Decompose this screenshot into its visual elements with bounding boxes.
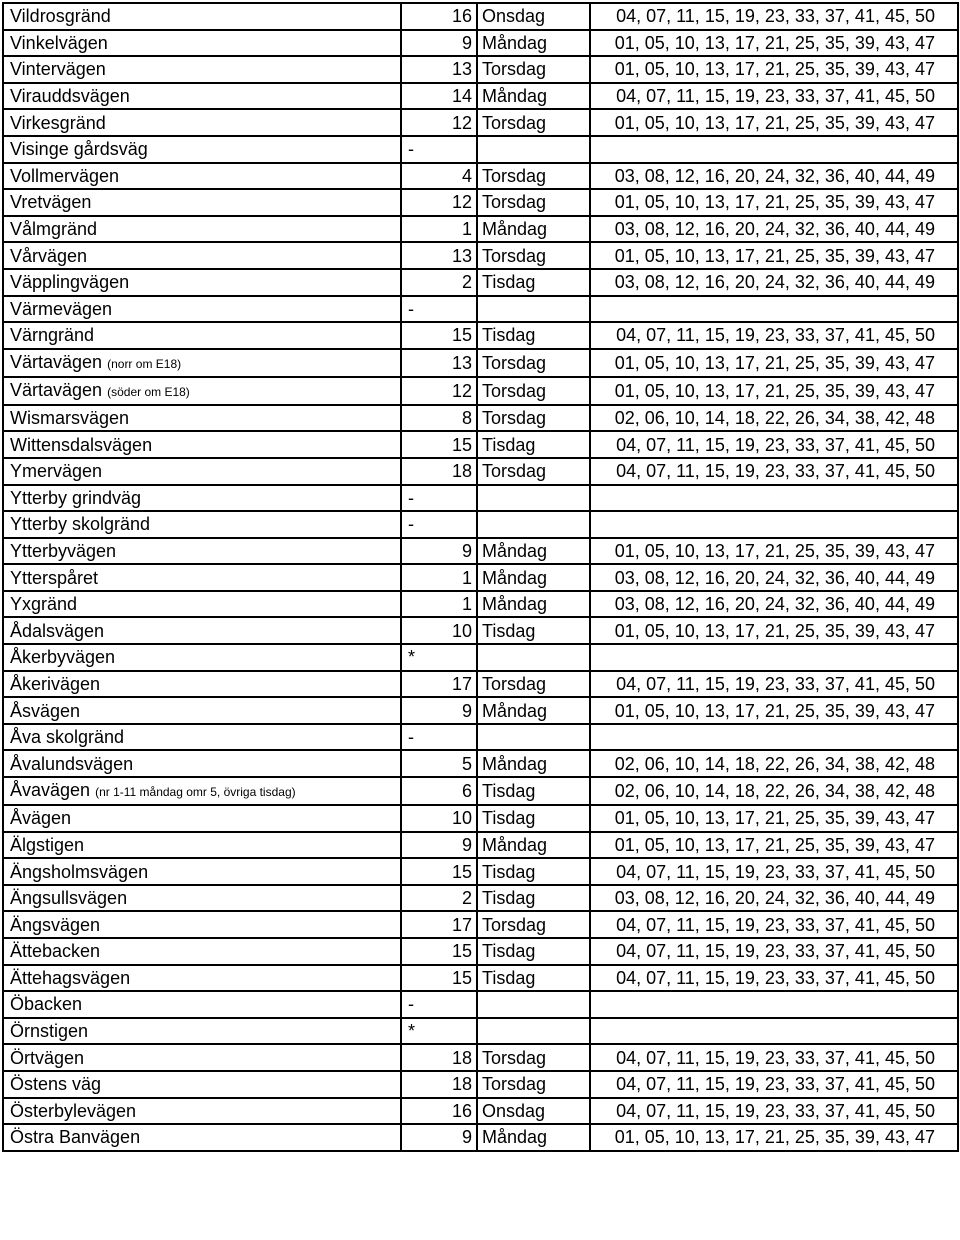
street-name: Vollmervägen xyxy=(10,165,120,186)
weekday-cell: Torsdag xyxy=(477,349,590,377)
weekday-cell xyxy=(477,485,590,512)
weeks-cell: 01, 05, 10, 13, 17, 21, 25, 35, 39, 43, 47 xyxy=(590,832,958,859)
street-cell xyxy=(3,377,401,405)
area-number-cell: 18 xyxy=(401,1044,477,1071)
area-number-cell: 15 xyxy=(401,858,477,885)
weeks-cell: 03, 08, 12, 16, 20, 24, 32, 36, 40, 44, 49 xyxy=(590,885,958,912)
weeks-cell: 01, 05, 10, 13, 17, 21, 25, 35, 39, 43, 47 xyxy=(590,805,958,832)
area-number-cell: 9 xyxy=(401,832,477,859)
street-name: Åvägen xyxy=(10,808,72,829)
area-number-cell: 4 xyxy=(401,163,477,190)
weeks-cell: 01, 05, 10, 13, 17, 21, 25, 35, 39, 43, 47 xyxy=(590,617,958,644)
weekday-cell: Måndag xyxy=(477,30,590,57)
table-row xyxy=(3,1124,958,1151)
street-name: Värngränd xyxy=(10,325,95,346)
weeks-cell xyxy=(590,485,958,512)
weeks-cell: 01, 05, 10, 13, 17, 21, 25, 35, 39, 43, 47 xyxy=(590,377,958,405)
weeks-cell: 01, 05, 10, 13, 17, 21, 25, 35, 39, 43, 47 xyxy=(590,109,958,136)
table-row xyxy=(3,216,958,243)
table-row xyxy=(3,322,958,349)
table-row xyxy=(3,805,958,832)
weeks-cell: 04, 07, 11, 15, 19, 23, 33, 37, 41, 45, 50 xyxy=(590,3,958,30)
weekday-cell xyxy=(477,724,590,751)
area-number-cell: 9 xyxy=(401,538,477,565)
table-row xyxy=(3,349,958,377)
street-cell xyxy=(3,832,401,859)
table-row xyxy=(3,189,958,216)
table-row xyxy=(3,697,958,724)
area-number-cell: 12 xyxy=(401,377,477,405)
weeks-cell: 01, 05, 10, 13, 17, 21, 25, 35, 39, 43, 47 xyxy=(590,242,958,269)
weeks-cell: 04, 07, 11, 15, 19, 23, 33, 37, 41, 45, 50 xyxy=(590,938,958,965)
weekday-cell: Tisdag xyxy=(477,431,590,458)
table-row xyxy=(3,485,958,512)
street-name: Örnstigen xyxy=(10,1021,89,1042)
weekday-cell: Tisdag xyxy=(477,885,590,912)
street-cell xyxy=(3,405,401,432)
table-row xyxy=(3,858,958,885)
street-name: Värmevägen xyxy=(10,298,113,319)
street-name: Väpplingvägen xyxy=(10,272,130,293)
weekday-cell: Torsdag xyxy=(477,56,590,83)
street-cell xyxy=(3,242,401,269)
table-row xyxy=(3,564,958,591)
weeks-cell: 01, 05, 10, 13, 17, 21, 25, 35, 39, 43, 47 xyxy=(590,189,958,216)
weekday-cell: Måndag xyxy=(477,1124,590,1151)
area-number-cell: - xyxy=(401,296,477,323)
table-row xyxy=(3,511,958,538)
table-row xyxy=(3,750,958,777)
weeks-cell: 02, 06, 10, 14, 18, 22, 26, 34, 38, 42, 48 xyxy=(590,777,958,805)
weeks-cell: 01, 05, 10, 13, 17, 21, 25, 35, 39, 43, 47 xyxy=(590,538,958,565)
area-number-cell: 15 xyxy=(401,938,477,965)
table-row xyxy=(3,724,958,751)
area-number-cell: 9 xyxy=(401,30,477,57)
street-cell xyxy=(3,30,401,57)
weekday-cell: Torsdag xyxy=(477,189,590,216)
street-cell xyxy=(3,511,401,538)
street-cell xyxy=(3,938,401,965)
street-name: Vårvägen xyxy=(10,245,88,266)
weekday-cell xyxy=(477,1018,590,1045)
area-number-cell: * xyxy=(401,644,477,671)
street-cell xyxy=(3,458,401,485)
area-number-cell: 9 xyxy=(401,697,477,724)
weeks-cell: 04, 07, 11, 15, 19, 23, 33, 37, 41, 45, 50 xyxy=(590,1071,958,1098)
weeks-cell xyxy=(590,1018,958,1045)
weeks-cell: 03, 08, 12, 16, 20, 24, 32, 36, 40, 44, 49 xyxy=(590,163,958,190)
weeks-cell: 04, 07, 11, 15, 19, 23, 33, 37, 41, 45, 50 xyxy=(590,83,958,110)
street-cell xyxy=(3,1098,401,1125)
weekday-cell: Tisdag xyxy=(477,805,590,832)
street-name: Visinge gårdsväg xyxy=(10,139,148,160)
street-name: Österbylevägen xyxy=(10,1100,137,1121)
area-number-cell: 10 xyxy=(401,805,477,832)
street-name: Östra Banvägen xyxy=(10,1127,141,1148)
weeks-cell: 01, 05, 10, 13, 17, 21, 25, 35, 39, 43, 47 xyxy=(590,349,958,377)
street-note: (nr 1-11 måndag omr 5, övriga tisdag) xyxy=(95,785,296,800)
street-name: Östens väg xyxy=(10,1074,102,1095)
weekday-cell: Måndag xyxy=(477,591,590,618)
street-name: Åvalundsvägen xyxy=(10,753,134,774)
table-row xyxy=(3,1018,958,1045)
weekday-cell: Måndag xyxy=(477,564,590,591)
area-number-cell: 15 xyxy=(401,322,477,349)
street-name: Vålmgränd xyxy=(10,219,98,240)
weekday-cell: Måndag xyxy=(477,83,590,110)
weekday-cell: Tisdag xyxy=(477,617,590,644)
area-number-cell: - xyxy=(401,136,477,163)
weeks-cell: 03, 08, 12, 16, 20, 24, 32, 36, 40, 44, 49 xyxy=(590,216,958,243)
street-cell xyxy=(3,431,401,458)
street-name: Ängsullsvägen xyxy=(10,888,128,909)
weeks-cell: 03, 08, 12, 16, 20, 24, 32, 36, 40, 44, 49 xyxy=(590,564,958,591)
street-cell xyxy=(3,189,401,216)
table-row xyxy=(3,777,958,805)
street-name: Ådalsvägen xyxy=(10,620,105,641)
street-cell xyxy=(3,777,401,805)
street-cell xyxy=(3,109,401,136)
weeks-cell: 03, 08, 12, 16, 20, 24, 32, 36, 40, 44, 49 xyxy=(590,269,958,296)
table-row xyxy=(3,965,958,992)
street-cell xyxy=(3,564,401,591)
street-cell xyxy=(3,617,401,644)
area-number-cell: 8 xyxy=(401,405,477,432)
table-row xyxy=(3,885,958,912)
area-number-cell: - xyxy=(401,485,477,512)
area-number-cell: - xyxy=(401,991,477,1018)
street-name: Wittensdalsvägen xyxy=(10,434,153,455)
street-cell xyxy=(3,322,401,349)
table-row xyxy=(3,538,958,565)
weeks-cell: 04, 07, 11, 15, 19, 23, 33, 37, 41, 45, 50 xyxy=(590,671,958,698)
street-name: Åkerivägen xyxy=(10,673,101,694)
area-number-cell: 1 xyxy=(401,591,477,618)
street-cell xyxy=(3,885,401,912)
street-cell xyxy=(3,671,401,698)
street-name: Vintervägen xyxy=(10,59,106,80)
weekday-cell: Måndag xyxy=(477,750,590,777)
table-row xyxy=(3,405,958,432)
weekday-cell: Torsdag xyxy=(477,671,590,698)
area-number-cell: 18 xyxy=(401,1071,477,1098)
street-name: Vretvägen xyxy=(10,192,92,213)
table-row xyxy=(3,296,958,323)
table-row xyxy=(3,911,958,938)
weeks-cell: 04, 07, 11, 15, 19, 23, 33, 37, 41, 45, 50 xyxy=(590,431,958,458)
street-cell xyxy=(3,56,401,83)
street-cell xyxy=(3,1044,401,1071)
weekday-cell: Onsdag xyxy=(477,3,590,30)
street-cell xyxy=(3,163,401,190)
weeks-cell: 04, 07, 11, 15, 19, 23, 33, 37, 41, 45, 50 xyxy=(590,858,958,885)
street-name: Ättehagsvägen xyxy=(10,967,131,988)
area-number-cell: 5 xyxy=(401,750,477,777)
weeks-cell: 02, 06, 10, 14, 18, 22, 26, 34, 38, 42, 48 xyxy=(590,405,958,432)
weeks-cell xyxy=(590,724,958,751)
weekday-cell xyxy=(477,991,590,1018)
table-row xyxy=(3,242,958,269)
area-number-cell: 17 xyxy=(401,911,477,938)
area-number-cell: 1 xyxy=(401,564,477,591)
street-cell xyxy=(3,805,401,832)
weekday-cell xyxy=(477,136,590,163)
street-note: (norr om E18) xyxy=(107,356,182,371)
street-name: Åkerbyvägen xyxy=(10,647,116,668)
table-row xyxy=(3,83,958,110)
table-row xyxy=(3,671,958,698)
table-row xyxy=(3,269,958,296)
street-cell xyxy=(3,1124,401,1151)
street-cell xyxy=(3,750,401,777)
weekday-cell: Torsdag xyxy=(477,405,590,432)
weekday-cell: Torsdag xyxy=(477,377,590,405)
weekday-cell xyxy=(477,511,590,538)
street-name: Yxgränd xyxy=(10,594,78,615)
street-name: Ytterbyvägen xyxy=(10,540,117,561)
street-cell xyxy=(3,724,401,751)
weekday-cell: Tisdag xyxy=(477,858,590,885)
weekday-cell: Torsdag xyxy=(477,109,590,136)
area-number-cell: 14 xyxy=(401,83,477,110)
area-number-cell: 13 xyxy=(401,56,477,83)
weekday-cell: Tisdag xyxy=(477,965,590,992)
street-name: Wismarsvägen xyxy=(10,408,130,429)
table-row xyxy=(3,617,958,644)
street-cell xyxy=(3,644,401,671)
table-row xyxy=(3,136,958,163)
table-row xyxy=(3,431,958,458)
weeks-cell xyxy=(590,644,958,671)
area-number-cell: 9 xyxy=(401,1124,477,1151)
table-row xyxy=(3,163,958,190)
area-number-cell: 2 xyxy=(401,269,477,296)
weeks-cell: 04, 07, 11, 15, 19, 23, 33, 37, 41, 45, 50 xyxy=(590,458,958,485)
area-number-cell: 15 xyxy=(401,965,477,992)
street-cell xyxy=(3,991,401,1018)
street-name: Ängsholmsvägen xyxy=(10,861,149,882)
street-cell xyxy=(3,349,401,377)
street-name: Vildrosgränd xyxy=(10,6,111,27)
weekday-cell: Måndag xyxy=(477,832,590,859)
street-name: Åvavägen xyxy=(10,780,91,801)
table-row xyxy=(3,458,958,485)
street-name: Ymervägen xyxy=(10,461,103,482)
area-number-cell: - xyxy=(401,511,477,538)
street-name: Åva skolgränd xyxy=(10,727,125,748)
area-number-cell: 15 xyxy=(401,431,477,458)
weeks-cell xyxy=(590,296,958,323)
table-row xyxy=(3,56,958,83)
street-name: Ängsvägen xyxy=(10,914,101,935)
street-cell xyxy=(3,965,401,992)
street-cell xyxy=(3,136,401,163)
weekday-cell: Torsdag xyxy=(477,242,590,269)
table-row xyxy=(3,1071,958,1098)
street-name: Värtavägen xyxy=(10,351,103,372)
weekday-cell: Tisdag xyxy=(477,938,590,965)
area-number-cell: 13 xyxy=(401,242,477,269)
weeks-cell: 04, 07, 11, 15, 19, 23, 33, 37, 41, 45, 50 xyxy=(590,911,958,938)
area-number-cell: 16 xyxy=(401,1098,477,1125)
weeks-cell: 04, 07, 11, 15, 19, 23, 33, 37, 41, 45, 50 xyxy=(590,965,958,992)
weekday-cell: Tisdag xyxy=(477,777,590,805)
table-row xyxy=(3,3,958,30)
table-row xyxy=(3,591,958,618)
street-name: Ytterby grindväg xyxy=(10,487,142,508)
area-number-cell: 10 xyxy=(401,617,477,644)
area-number-cell: 12 xyxy=(401,109,477,136)
weekday-cell: Torsdag xyxy=(477,458,590,485)
table-row xyxy=(3,1044,958,1071)
street-name: Älgstigen xyxy=(10,834,85,855)
street-cell xyxy=(3,697,401,724)
weekday-cell xyxy=(477,296,590,323)
weeks-cell: 01, 05, 10, 13, 17, 21, 25, 35, 39, 43, 47 xyxy=(590,56,958,83)
street-cell xyxy=(3,296,401,323)
weeks-cell: 04, 07, 11, 15, 19, 23, 33, 37, 41, 45, 50 xyxy=(590,322,958,349)
table-row xyxy=(3,644,958,671)
weekday-cell: Torsdag xyxy=(477,1071,590,1098)
street-name: Värtavägen xyxy=(10,379,103,400)
street-name: Ytterby skolgränd xyxy=(10,514,151,535)
table-row xyxy=(3,377,958,405)
weekday-cell xyxy=(477,644,590,671)
street-name: Virauddsvägen xyxy=(10,86,130,107)
weekday-cell: Måndag xyxy=(477,216,590,243)
table-body xyxy=(3,3,958,1151)
weeks-cell: 01, 05, 10, 13, 17, 21, 25, 35, 39, 43, 47 xyxy=(590,30,958,57)
street-cell xyxy=(3,3,401,30)
weeks-cell xyxy=(590,511,958,538)
street-name: Öbacken xyxy=(10,994,83,1015)
street-cell xyxy=(3,858,401,885)
street-cell xyxy=(3,83,401,110)
area-number-cell: - xyxy=(401,724,477,751)
area-number-cell: 16 xyxy=(401,3,477,30)
weekday-cell: Tisdag xyxy=(477,269,590,296)
weekday-cell: Torsdag xyxy=(477,163,590,190)
table-row xyxy=(3,1098,958,1125)
area-number-cell: 12 xyxy=(401,189,477,216)
area-number-cell: 2 xyxy=(401,885,477,912)
area-number-cell: 1 xyxy=(401,216,477,243)
table-row xyxy=(3,30,958,57)
weeks-cell: 01, 05, 10, 13, 17, 21, 25, 35, 39, 43, 47 xyxy=(590,1124,958,1151)
area-number-cell: 13 xyxy=(401,349,477,377)
area-number-cell: 6 xyxy=(401,777,477,805)
weekday-cell: Måndag xyxy=(477,697,590,724)
weekday-cell: Torsdag xyxy=(477,911,590,938)
street-cell xyxy=(3,911,401,938)
weeks-cell: 01, 05, 10, 13, 17, 21, 25, 35, 39, 43, 47 xyxy=(590,697,958,724)
street-name: Ytterspåret xyxy=(10,567,99,588)
weekday-cell: Torsdag xyxy=(477,1044,590,1071)
table-row xyxy=(3,991,958,1018)
table-row xyxy=(3,109,958,136)
street-cell xyxy=(3,1071,401,1098)
table-row xyxy=(3,938,958,965)
area-number-cell: 17 xyxy=(401,671,477,698)
street-cell xyxy=(3,269,401,296)
street-cell xyxy=(3,216,401,243)
area-number-cell: 18 xyxy=(401,458,477,485)
collection-schedule-table xyxy=(2,2,959,1152)
area-number-cell: * xyxy=(401,1018,477,1045)
weeks-cell: 04, 07, 11, 15, 19, 23, 33, 37, 41, 45, 50 xyxy=(590,1044,958,1071)
weekday-cell: Onsdag xyxy=(477,1098,590,1125)
street-note: (söder om E18) xyxy=(107,384,190,399)
street-name: Virkesgränd xyxy=(10,112,106,133)
street-cell xyxy=(3,591,401,618)
weeks-cell: 03, 08, 12, 16, 20, 24, 32, 36, 40, 44, 49 xyxy=(590,591,958,618)
weeks-cell: 04, 07, 11, 15, 19, 23, 33, 37, 41, 45, 50 xyxy=(590,1098,958,1125)
weeks-cell xyxy=(590,136,958,163)
weekday-cell: Tisdag xyxy=(477,322,590,349)
street-cell xyxy=(3,538,401,565)
street-name: Ättebacken xyxy=(10,941,101,962)
table-row xyxy=(3,832,958,859)
weeks-cell: 02, 06, 10, 14, 18, 22, 26, 34, 38, 42, 48 xyxy=(590,750,958,777)
street-name: Örtvägen xyxy=(10,1047,85,1068)
weekday-cell: Måndag xyxy=(477,538,590,565)
street-cell xyxy=(3,1018,401,1045)
weeks-cell xyxy=(590,991,958,1018)
street-name: Åsvägen xyxy=(10,700,81,721)
street-cell xyxy=(3,485,401,512)
street-name: Vinkelvägen xyxy=(10,32,108,53)
